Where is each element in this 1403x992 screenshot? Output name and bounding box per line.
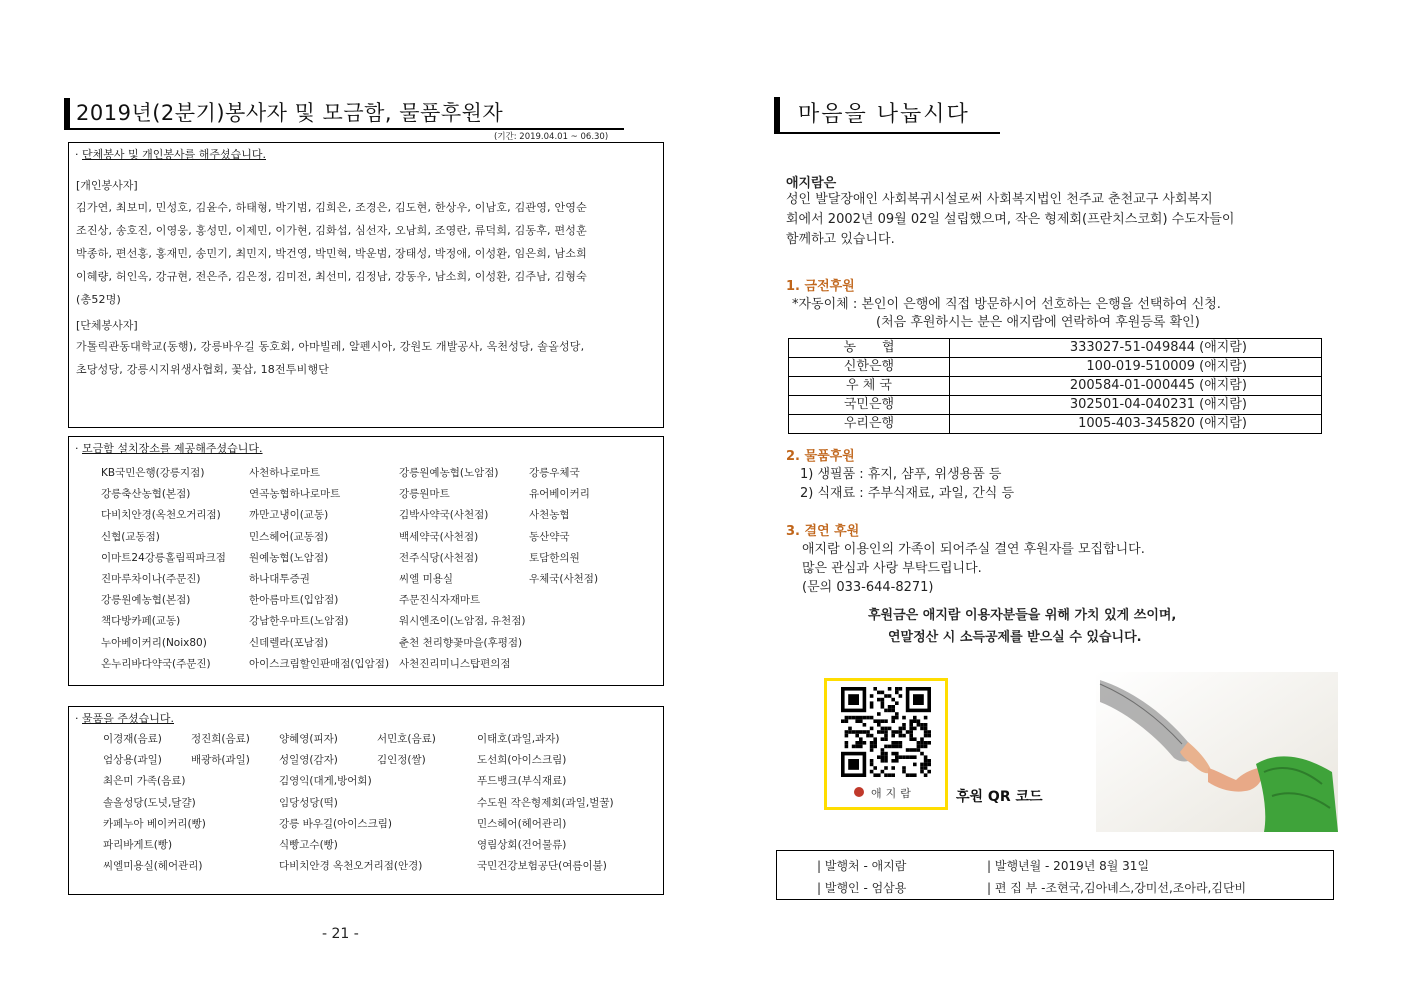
goods-donor: 수도원 작은형제회(과일,벌꿀) — [477, 796, 614, 809]
goods-donor: 임당성당(떡) — [279, 796, 338, 809]
goods-box-heading — [75, 710, 174, 726]
goods-donor: 파리바게트(빵) — [103, 838, 173, 851]
bank-row — [789, 339, 1322, 358]
donation-location: 책다방카페(교동) — [101, 615, 181, 628]
donation-location: 사천농협 — [529, 509, 570, 522]
volunteer-box-heading — [75, 146, 266, 162]
publisher-label: | 발행처 - 애지람 — [817, 859, 907, 873]
editors-label: | 편 집 부 -조현국,김아녜스,강미선,조아라,김단비 — [987, 881, 1247, 895]
donation-location-row — [101, 507, 661, 528]
donation-location-row — [101, 465, 661, 486]
donation-location-row — [101, 635, 661, 656]
goods-donor-row — [103, 731, 663, 752]
holding-hands-illustration — [1096, 672, 1338, 832]
contact-line: (문의 033-644-8271) — [802, 580, 934, 595]
page-number: - 21 - — [322, 926, 359, 942]
goods-donor: 이태호(과일,과자) — [477, 733, 560, 745]
donation-location: 강릉원마트 — [399, 488, 450, 501]
goods-donor: 양혜영(피자) — [279, 733, 338, 745]
bank-row — [789, 415, 1322, 434]
donation-location: 춘천 천리향꽃마을(후평점) — [399, 636, 523, 649]
donation-location: 진마루차이나(주문진) — [101, 572, 201, 585]
goods-item: 2) 식재료 : 주부식재료, 과일, 간식 등 — [800, 486, 1015, 501]
donation-location-grid — [101, 465, 661, 677]
goods-donor-row — [103, 858, 663, 879]
group-volunteers-line: 가톨릭관동대학교(동행), 강릉바우길 동호회, 아마빌레, 알펜시아, 강원도 개발공사, 옥천성당, 솔올성당, — [76, 340, 585, 353]
intro-paragraph — [786, 190, 1234, 250]
cross-logo-icon — [854, 787, 864, 797]
donation-location-row — [101, 529, 661, 550]
goods-donor-row — [103, 752, 663, 773]
bank-name: 신한은행 — [789, 358, 950, 377]
section-sponsorship-title: 3. 결연 후원 — [786, 524, 860, 539]
goods-heading-text: 물품을 주셨습니다. — [82, 712, 175, 725]
bank-account-number: 100-019-510009 (애지람) — [950, 358, 1322, 377]
donation-box-heading — [75, 440, 263, 456]
bank-name: 우 체 국 — [789, 377, 950, 396]
intro-line: 성인 발달장애인 사회복귀시설로써 사회복지법인 천주교 춘천교구 사회복지 — [786, 192, 1213, 207]
donation-location: 사천하나로마트 — [249, 467, 321, 479]
individual-volunteers-line: 조진상, 송호진, 이영웅, 홍성민, 이제민, 이가현, 김화섭, 심선자, 오남희, 조영란, 류덕희, 김동후, 편성훈 — [76, 224, 587, 237]
right-page-title: 마음을 나눕시다 — [798, 102, 970, 127]
goods-donor-row — [103, 837, 663, 858]
bank-row — [789, 377, 1322, 396]
goods-donor-row — [103, 795, 663, 816]
qr-logo-text: 애지람 — [871, 787, 915, 800]
donation-location: 신데렐라(포남점) — [249, 636, 329, 649]
donation-location: 이마트24강릉홀림픽파크점 — [101, 551, 226, 564]
bullet: · — [75, 712, 82, 725]
intro-line: 함께하고 있습니다. — [786, 232, 895, 247]
left-page-title: 2019년(2분기)봉사자 및 모금함, 물품후원자 — [76, 101, 504, 125]
donation-location: 강릉원예농협(노암점) — [399, 467, 499, 479]
donation-location: 김박사약국(사천점) — [399, 509, 489, 522]
donation-location: 민스헤어(교동점) — [249, 530, 329, 543]
donation-location: 아이스크림할인판매점(입암점) — [249, 657, 390, 670]
qr-code[interactable] — [824, 678, 948, 810]
goods-donor: 식빵고수(빵) — [279, 838, 338, 851]
donation-location: 유어베이커리 — [529, 488, 590, 501]
bank-row — [789, 358, 1322, 377]
donation-location: 강릉원예농협(본점) — [101, 594, 191, 607]
donation-location: 한아름마트(입암점) — [249, 594, 339, 607]
volunteer-box — [68, 142, 664, 428]
notice-line: 연말정산 시 소득공제를 받으실 수 있습니다. — [888, 630, 1142, 645]
bullet: · — [75, 148, 82, 161]
intro-line: 회에서 2002년 09월 02일 설립했으며, 작은 형제회(프란치스코회) 수도자들이 — [786, 212, 1235, 227]
goods-donor: 정진희(음료) — [191, 733, 250, 745]
bank-account-table — [788, 338, 1322, 434]
right-title-underline — [774, 132, 1000, 134]
goods-donor: 강릉 바우길(아이스크림) — [279, 817, 392, 830]
notice-line: 후원금은 애지람 이용자분들을 위해 가치 있게 쓰이며, — [868, 608, 1177, 623]
donation-location-row — [101, 656, 661, 677]
goods-donor: 김인정(쌀) — [377, 754, 426, 767]
goods-item: 1) 생필품 : 휴지, 샴푸, 위생용품 등 — [800, 467, 1002, 482]
group-volunteers-label: [단체봉사자] — [76, 319, 138, 332]
donation-location-row — [101, 550, 661, 571]
sponsorship-line: 애지람 이용인의 가족이 되어주실 결연 후원자를 모집합니다. — [802, 542, 1145, 557]
section-goods-title: 2. 물품후원 — [786, 449, 855, 464]
period-label: (기간: 2019.04.01 ~ 06.30) — [494, 132, 609, 142]
goods-donor: 국민건강보험공단(여름이불) — [477, 860, 607, 873]
donation-location-row — [101, 613, 661, 634]
individual-volunteers-line: 김가연, 최보미, 민성호, 김윤수, 하태형, 박기범, 김희은, 조경은, 김도현, 한상우, 이남호, 김관영, 안영순 — [76, 201, 587, 214]
goods-donor: 도선희(아이스크림) — [477, 754, 567, 767]
donation-location: 토담한의원 — [529, 551, 580, 564]
donation-location: 씨엘 미용실 — [399, 572, 454, 585]
donation-location: 까만고냉이(교동) — [249, 509, 329, 522]
bank-account-number: 1005-403-345820 (애지람) — [950, 415, 1322, 434]
goods-donor: 씨엘미용실(헤어관리) — [103, 860, 203, 873]
goods-donors-box — [68, 706, 664, 895]
goods-donor: 푸드뱅크(부식재료) — [477, 775, 567, 788]
goods-donor: 성일영(감자) — [279, 754, 338, 767]
goods-donor: 엄상용(과일) — [103, 754, 162, 767]
bank-account-number: 302501-04-040231 (애지람) — [950, 396, 1322, 415]
qr-caption: 후원 QR 코드 — [956, 789, 1043, 805]
donation-location-row — [101, 486, 661, 507]
bank-name: 국민은행 — [789, 396, 950, 415]
publisher-info-box — [776, 850, 1334, 900]
goods-donor: 이경재(음료) — [103, 733, 162, 745]
donation-location: 강릉우체국 — [529, 467, 580, 479]
goods-donor-grid — [103, 731, 663, 879]
individual-volunteers-label: [개인봉사자] — [76, 179, 138, 192]
title-bar-marker — [64, 98, 70, 130]
donation-location-row — [101, 571, 661, 592]
issue-date-label: | 발행년월 - 2019년 8월 31일 — [987, 859, 1150, 873]
donation-location: 강릉축산농협(본점) — [101, 488, 191, 501]
bank-name: 농 협 — [789, 339, 950, 358]
registration-note: (처음 후원하시는 분은 애지람에 연락하여 후원등록 확인) — [876, 315, 1200, 330]
donation-location: 우체국(사천점) — [529, 572, 599, 585]
donation-location: 전주식당(사천점) — [399, 551, 479, 564]
bank-row — [789, 396, 1322, 415]
donation-location: 온누리바다약국(주문진) — [101, 657, 211, 670]
section-money-title: 1. 금전후원 — [786, 279, 855, 294]
goods-donor: 영림상회(건어물류) — [477, 838, 567, 851]
bank-account-number: 200584-01-000445 (애지람) — [950, 377, 1322, 396]
goods-donor: 다비치안경 옥천오거리점(안경) — [279, 860, 423, 873]
donation-location: 다비치안경(옥천오거리점) — [101, 509, 221, 522]
goods-donor: 최은미 가족(음료) — [103, 775, 186, 788]
individual-volunteers-line: 박종하, 편선홍, 홍재민, 송민기, 최민지, 박건영, 박민혁, 박운범, 장태성, 박정애, 이성환, 임은희, 남소희 — [76, 247, 587, 260]
sponsorship-line: 많은 관심과 사랑 부탁드립니다. — [802, 561, 982, 576]
donation-location: 주문진식자재마트 — [399, 594, 481, 607]
donation-heading-text: 모금함 설치장소를 제공해주셨습니다. — [82, 442, 263, 455]
donation-location: 하나대투증권 — [249, 572, 310, 585]
donation-location: 신협(교동점) — [101, 530, 160, 543]
volunteer-heading-text: 단체봉사 및 개인봉사를 해주셨습니다. — [82, 148, 267, 161]
donation-box-locations — [68, 436, 664, 686]
donation-location: 연곡농협하나로마트 — [249, 488, 341, 501]
goods-donor: 서민호(음료) — [377, 733, 436, 745]
goods-donor: 민스헤어(헤어관리) — [477, 817, 567, 830]
issuer-label: | 발행인 - 엄삼용 — [817, 881, 907, 895]
donation-location: 워시엔조이(노암점, 유천점) — [399, 615, 526, 628]
donation-location: 백세약국(사천점) — [399, 530, 479, 543]
bank-account-number: 333027-51-049844 (애지람) — [950, 339, 1322, 358]
donation-location: 누아베이커리(Noix80) — [101, 636, 207, 649]
donation-location: 동산약국 — [529, 530, 570, 543]
bullet: · — [75, 442, 82, 455]
intro-heading: 애지람은 — [786, 176, 837, 191]
goods-donor-row — [103, 773, 663, 794]
goods-donor-row — [103, 816, 663, 837]
donation-location: KB국민은행(강릉지점) — [101, 467, 205, 479]
donation-location: 원예농협(노암점) — [249, 551, 329, 564]
individual-volunteers-line: 이혜량, 허인옥, 강규현, 전은주, 김은정, 김미전, 최선미, 김정남, 강동우, 남소희, 이성환, 김주남, 김형숙 — [76, 270, 587, 283]
auto-transfer-line: *자동이체 : 본인이 은행에 직접 방문하시어 선호하는 은행을 선택하여 신청. — [792, 297, 1221, 312]
goods-donor: 카페누아 베이커리(빵) — [103, 817, 206, 830]
qr-code-graphic — [827, 681, 945, 807]
donation-location: 강남한우마트(노암점) — [249, 615, 349, 628]
volunteer-total: (총52명) — [76, 293, 122, 306]
right-title-bar-marker — [774, 97, 780, 134]
bank-name: 우리은행 — [789, 415, 950, 434]
goods-donor: 김영익(대게,방어회) — [279, 775, 372, 788]
goods-donor: 솔올성당(도넛,달걀) — [103, 796, 196, 809]
goods-donor: 배광하(과일) — [191, 754, 250, 767]
group-volunteers-line: 초당성당, 강릉시지위생사협회, 꽃삽, 18전투비행단 — [76, 363, 330, 376]
donation-location: 사천진리미니스탑편의점 — [399, 657, 511, 670]
donation-location-row — [101, 592, 661, 613]
